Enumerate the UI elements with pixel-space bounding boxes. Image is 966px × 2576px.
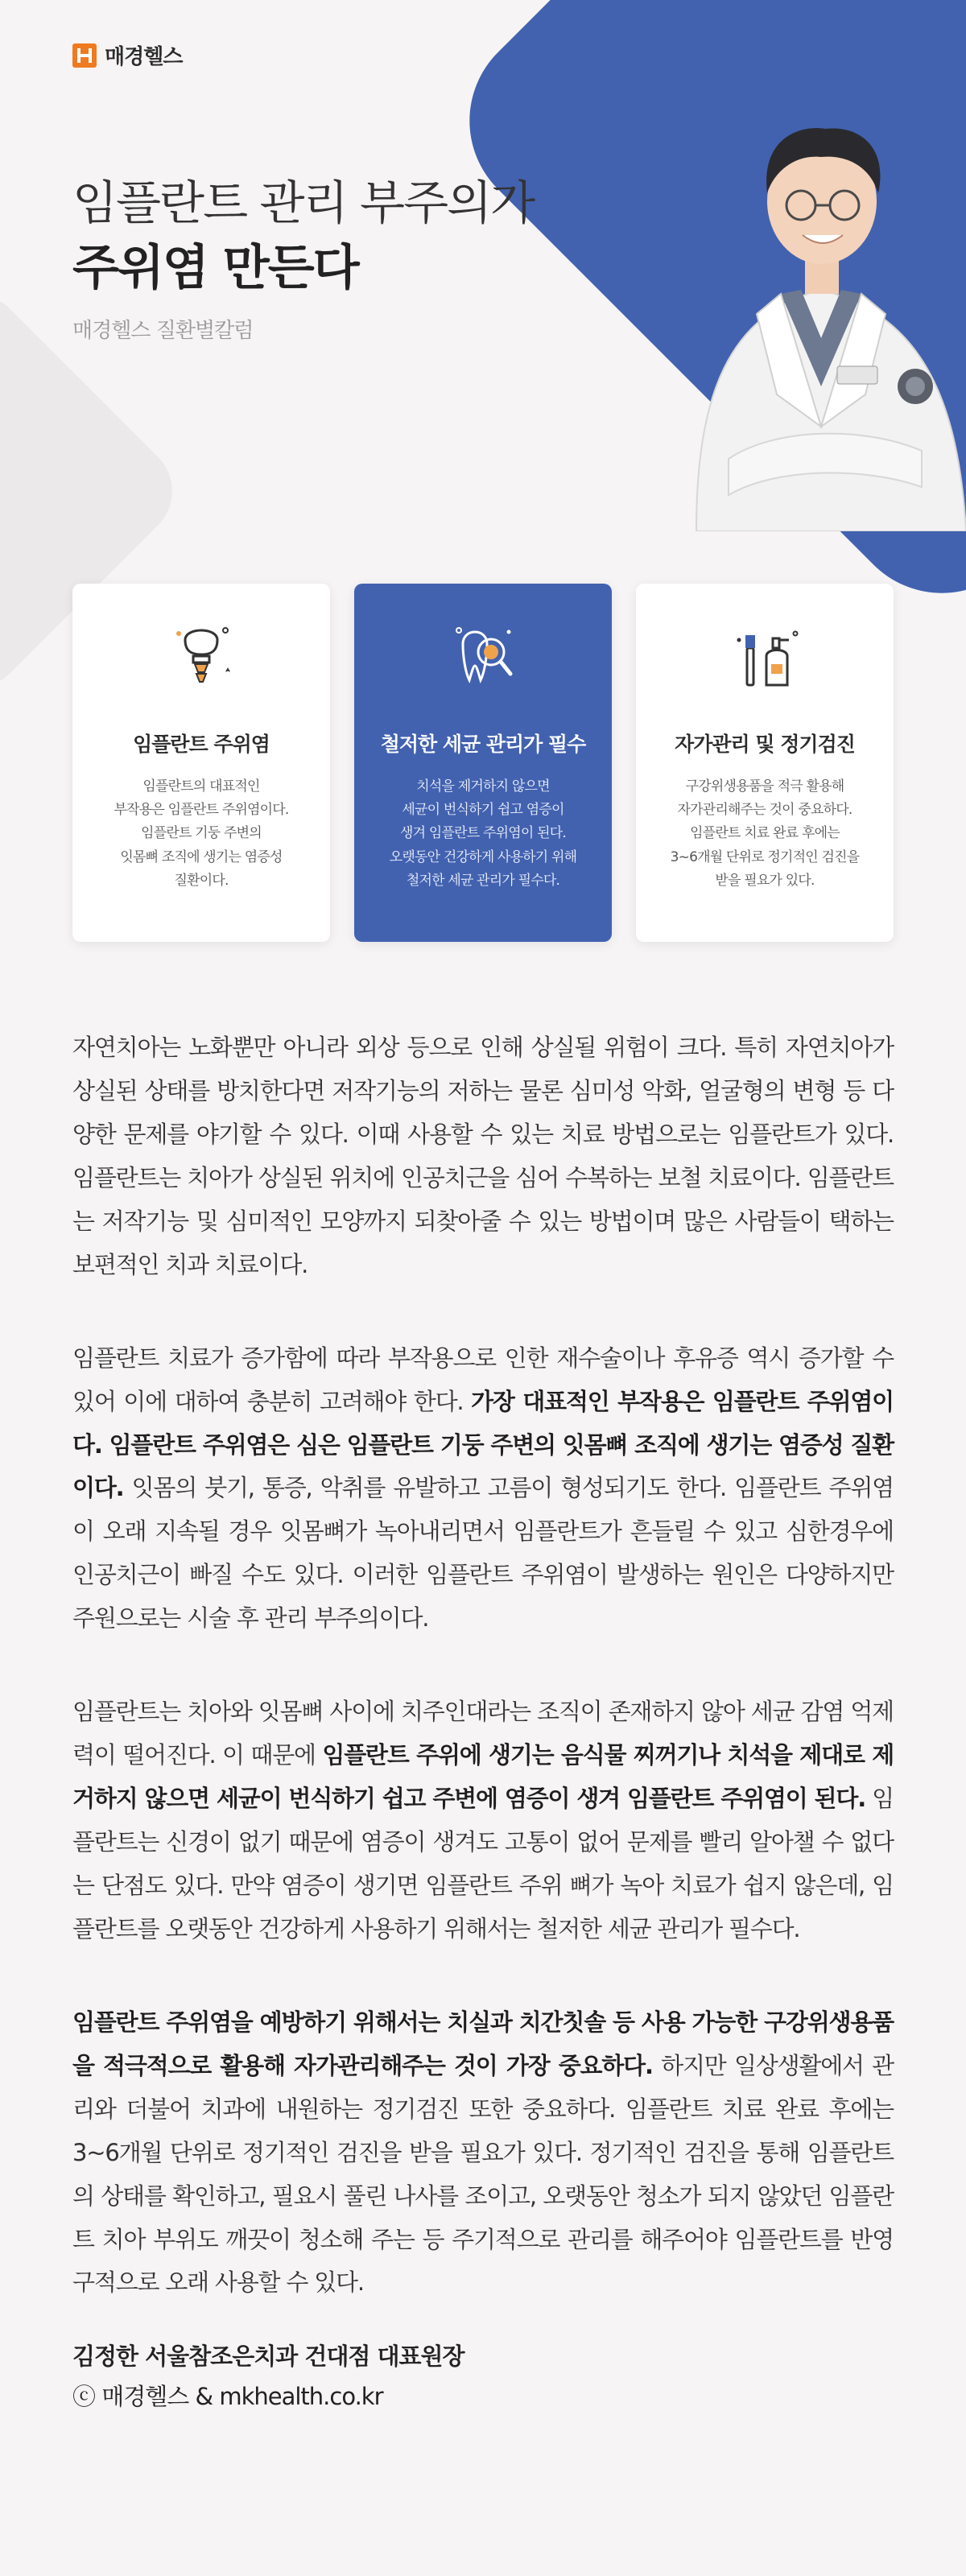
- paragraph-text: 임플란트는 치아와 잇몸뼈 사이에 치주인대라는 조직이 존재하지 않아 세균 감염 억제력이 떨어진다. 이 때문에: [72, 1698, 894, 1769]
- card-peri-implantitis: [72, 584, 330, 942]
- article-paragraph: [72, 1690, 894, 1951]
- card-bacteria-management: [354, 584, 612, 942]
- article-paragraph: [72, 1337, 894, 1641]
- page-title-line2: 주위염 만든다: [72, 240, 358, 296]
- card-title: 자가관리 및 정기검진: [675, 733, 855, 756]
- card-description: 구강위생용품을 적극 활용해 자가관리해주는 것이 중요하다. 임플란트 치료 완료 후에는 3~6개월 단위로 정기적인 검진을 받을 필요가 있다.: [670, 778, 860, 889]
- paragraph-emphasis: 가장 대표적인 부작용은 임플란트 주위염이다. 임플란트 주위염은 심은 임플란트 기둥 주변의 잇몸뼈 조직에 생기는 염증성 질환이다.: [72, 1387, 894, 1502]
- article-body: [72, 1026, 894, 2417]
- summary-cards: [72, 584, 894, 942]
- implant-icon: [161, 616, 242, 696]
- tooth-magnifier-icon: [443, 616, 523, 696]
- article-paragraph: [72, 1026, 894, 1287]
- card-description: 치석을 제거하지 않으면 세균이 번식하기 쉽고 염증이 생겨 임플란트 주위염이 된다. 오랫동안 건강하게 사용하기 위해 철저한 세균 관리가 필수다.: [389, 778, 577, 889]
- card-title: 철저한 세균 관리가 필수: [380, 733, 586, 756]
- page-title-line1: 임플란트 관리 부주의가: [72, 175, 535, 230]
- copyright-line: ⓒ 매경헬스 & mkhealth.co.kr: [72, 2382, 383, 2410]
- paragraph-emphasis: 임플란트 주위에 생기는 음식물 찌꺼기나 치석을 제대로 제거하지 않으면 세균이 번식하기 쉽고 주변에 염증이 생겨 임플란트 주위염이 된다.: [72, 1741, 894, 1813]
- paragraph-text: 잇몸의 붓기, 통증, 악취를 유발하고 고름이 형성되기도 한다. 임플란트 주위염이 오래 지속될 경우 잇몸뼈가 녹아내리면서 임플란트가 흔들릴 수 있고 심한경우에 인공치근이 빠질 수도 있다. 이러한 임플란트 주위염이 발생하는 원인은 다양하지만 주원으로는 시술 후 관리 부주의이다.: [72, 1474, 894, 1633]
- column-category: 매경헬스 질환별칼럼: [72, 319, 254, 343]
- author-name: 김정한 서울참조은치과 건대점 대표원장: [72, 2343, 464, 2371]
- article-paragraph: [72, 2001, 894, 2306]
- article-signature: [72, 2337, 894, 2417]
- doctor-portrait: [680, 48, 966, 531]
- paragraph-emphasis: 임플란트 주위염을 예방하기 위해서는 치실과 치간칫솔 등 사용 가능한 구강위생용품을 적극적으로 활용해 자가관리해주는 것이 가장 중요하다.: [72, 2008, 894, 2079]
- paragraph-text: 하지만 일상생활에서 관리와 더불어 치과에 내원하는 정기검진 또한 중요하다. 임플란트 치료 완료 후에는 3~6개월 단위로 정기적인 검진을 받을 필요가 있다. 정기적인 검진을 통해 임플란트의 상태를 확인하고, 필요시 풀린 나사를 조이고, 오랫동안 청소가 되지 않았던 임플란트 치아 부위도 깨끗이 청소해 주는 등 주기적으로 관리를 해주어야 임플란트를 반영구적으로 오래 사용할 수 있다.: [72, 2051, 894, 2297]
- card-self-care-checkup: [636, 584, 894, 942]
- paragraph-text: 자연치아는 노화뿐만 아니라 외상 등으로 인해 상실될 위험이 크다. 특히 자연치아가 상실된 상태를 방치한다면 저작기능의 저하는 물론 심미성 악화, 얼굴형의 변형 등 다양한 문제를 야기할 수 있다. 이때 사용할 수 있는 치료 방법으로는 임플란트가 있다. 임플란트는 치아가 상실된 위치에 인공치근을 심어 수복하는 보철 치료이다. 임플란트는 저작기능 및 심미적인 모양까지 되찾아줄 수 있는 방법이며 많은 사람들이 택하는 보편적인 치과 치료이다.: [72, 1034, 894, 1278]
- paragraph-text: 임플란트는 신경이 없기 때문에 염증이 생겨도 고통이 없어 문제를 빨리 알아챌 수 없다는 단점도 있다. 만약 염증이 생기면 임플란트 주위 뼈가 녹아 치료가 쉽지 않은데, 임플란트를 오랫동안 건강하게 사용하기 위해서는 철저한 세균 관리가 필수다.: [72, 1785, 894, 1942]
- logo-mark-icon: [72, 43, 97, 68]
- card-title: 임플란트 주위염: [133, 733, 270, 756]
- logo-text: 매경헬스: [105, 45, 183, 69]
- oral-care-products-icon: [724, 616, 805, 696]
- card-description: 임플란트의 대표적인 부작용은 임플란트 주위염이다. 임플란트 기둥 주변의 잇몸뼈 조직에 생기는 염증성 질환이다.: [114, 778, 289, 889]
- paragraph-text: 임플란트 치료가 증가함에 따라 부작용으로 인한 재수술이나 후유증 역시 증가할 수 있어 이에 대하여 충분히 고려해야 한다.: [72, 1344, 894, 1415]
- brand-logo[interactable]: [72, 40, 182, 70]
